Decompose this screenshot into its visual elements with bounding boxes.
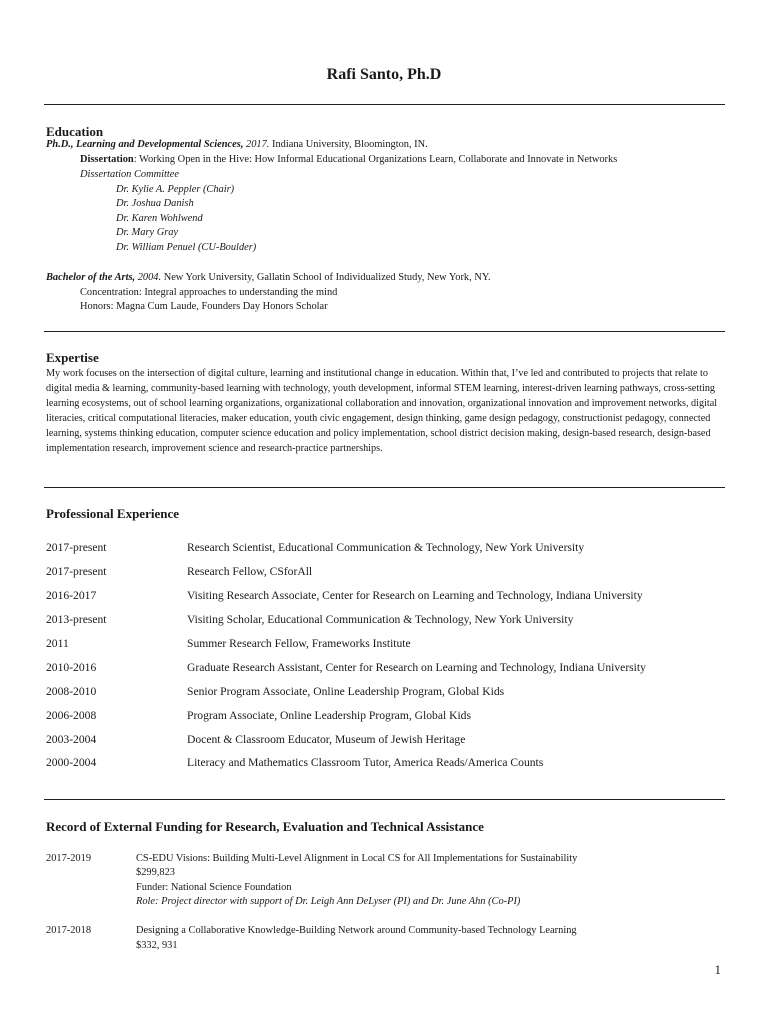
funding-role: Role: Project director with support of Dr. Leigh Ann DeLyser (PI) and Dr. June Ahn (Co-PI): [136, 896, 521, 907]
divider: [44, 331, 725, 332]
dissertation-title: : Working Open in the Hive: How Informal Educational Organizations Learn, Collaborate and Innovate in Networks: [133, 154, 618, 165]
expertise-heading: Expertise: [46, 350, 99, 365]
funding-amount: $332, 931: [136, 940, 178, 951]
expertise-text: My work focuses on the intersection of digital culture, learning and institutional change in education. Within that, I’ve led and contributed to projects that relate to digital media & learning, community-based learning with technology, youth development, informal STEM learning, interest-driven learning pathways, cross-setting learning ecosystems, out of school learning organizations, organizational collaboration and innovation, organizational innovation and improvement networks, digital literacies, critical computational literacies, maker education, youth civic engagement, design thinking, game design pedagogy, constructionist pedagogy, connected learning, systems thinking education, computer science education and policy implementation, school district decision making, design-based research, design-based implementation research, improvement science and research-practice partnerships.: [46, 368, 718, 455]
phd-year: 2017.: [243, 139, 270, 150]
experience-role: Visiting Scholar, Educational Communication & Technology, New York University: [187, 613, 574, 626]
experience-role: Senior Program Associate, Online Leadership Program, Global Kids: [187, 685, 505, 698]
experience-role: Program Associate, Online Leadership Program, Global Kids: [187, 709, 471, 722]
experience-role: Visiting Research Associate, Center for Research on Learning and Technology, Indiana University: [187, 589, 643, 602]
committee-label: Dissertation Committee: [80, 169, 179, 180]
dissertation-label: Dissertation: [80, 154, 134, 165]
ba-year: 2004.: [135, 272, 162, 283]
ba-line: [46, 271, 491, 286]
committee-member: Dr. Mary Gray: [116, 227, 179, 238]
phd-degree: Ph.D., Learning and Developmental Sciences,: [46, 139, 244, 150]
experience-date: 2017-present: [46, 565, 107, 578]
committee-member: Dr. Joshua Danish: [116, 198, 194, 209]
ba-institution: New York University, Gallatin School of Individualized Study, New York, NY.: [161, 272, 491, 283]
funding-date: 2017-2019: [46, 853, 92, 864]
experience-date: 2008-2010: [46, 685, 97, 698]
funding-title: Designing a Collaborative Knowledge-Building Network around Community-based Technology Learning: [136, 925, 577, 936]
funding-date: 2017-2018: [46, 925, 92, 936]
experience-date: 2013-present: [46, 613, 107, 626]
experience-role: Summer Research Fellow, Frameworks Institute: [187, 637, 411, 650]
committee-member: Dr. Karen Wohlwend: [116, 213, 203, 224]
funding-heading: Record of External Funding for Research, Evaluation and Technical Assistance: [46, 819, 484, 834]
divider: [44, 487, 725, 488]
ba-concentration: Concentration: Integral approaches to understanding the mind: [80, 287, 338, 298]
page-title: Rafi Santo, Ph.D: [326, 66, 442, 83]
ba-degree: Bachelor of the Arts,: [46, 272, 136, 283]
experience-date: 2011: [46, 637, 69, 650]
divider: [44, 104, 725, 105]
experience-role: Research Fellow, CSforAll: [187, 565, 313, 578]
experience-date: 2017-present: [46, 541, 107, 554]
experience-date: 2003-2004: [46, 733, 97, 746]
experience-role: Docent & Classroom Educator, Museum of Jewish Heritage: [187, 733, 466, 746]
experience-role: Literacy and Mathematics Classroom Tutor, America Reads/America Counts: [187, 756, 544, 769]
phd-institution: Indiana University, Bloomington, IN.: [269, 139, 428, 150]
experience-heading: Professional Experience: [46, 506, 179, 521]
page-number: 1: [714, 962, 721, 977]
experience-date: 2016-2017: [46, 589, 97, 602]
experience-date: 2010-2016: [46, 661, 97, 674]
education-heading: Education: [46, 124, 104, 139]
committee-member: Dr. William Penuel (CU-Boulder): [116, 242, 257, 253]
phd-line: [46, 138, 428, 153]
experience-date: 2000-2004: [46, 756, 97, 769]
experience-role: Graduate Research Assistant, Center for Research on Learning and Technology, Indiana University: [187, 661, 646, 674]
committee-member: Dr. Kylie A. Peppler (Chair): [116, 184, 235, 195]
funding-amount: $299,823: [136, 867, 175, 878]
experience-role: Research Scientist, Educational Communication & Technology, New York University: [187, 541, 585, 554]
divider: [44, 799, 725, 800]
dissertation-line: [80, 153, 617, 168]
ba-honors: Honors: Magna Cum Laude, Founders Day Honors Scholar: [80, 301, 328, 312]
funding-funder: Funder: National Science Foundation: [136, 882, 292, 893]
experience-date: 2006-2008: [46, 709, 97, 722]
funding-title: CS-EDU Visions: Building Multi-Level Alignment in Local CS for All Implementations for Sustainability: [136, 853, 578, 864]
